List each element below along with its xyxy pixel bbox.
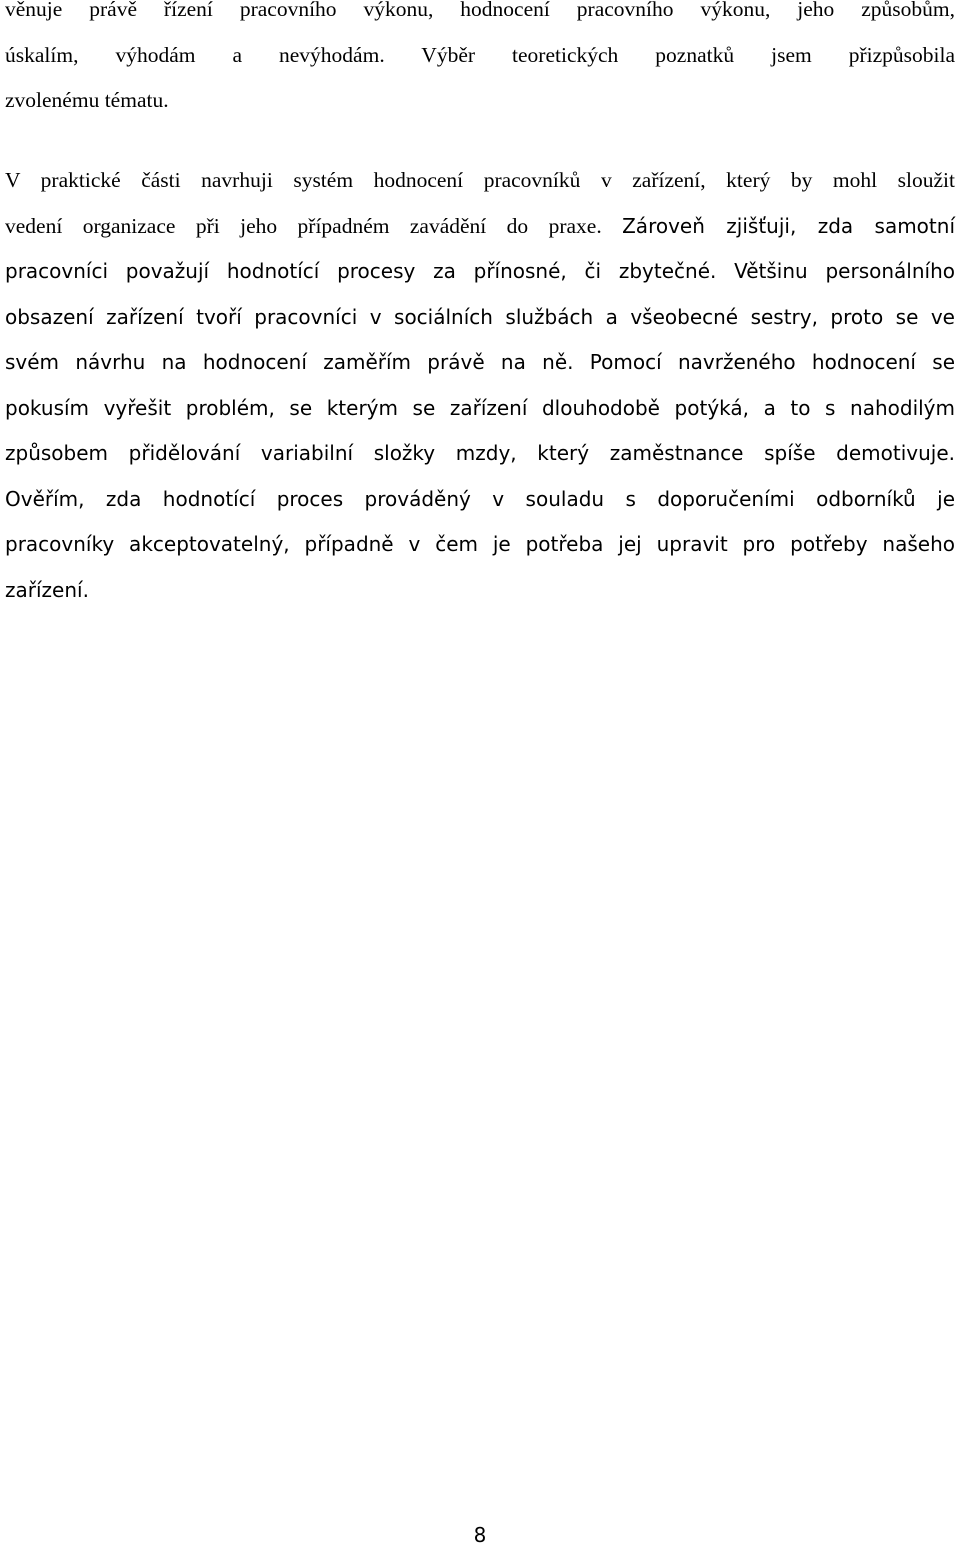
text-line	[5, 204, 955, 250]
text-line	[5, 568, 955, 614]
text-line	[5, 295, 955, 341]
text-segment: vedení organizace při jeho případném zavádění do praxe.	[5, 213, 623, 238]
text-segment: pracovníci považují hodnotící procesy za přínosné, či zbytečné.	[5, 259, 735, 283]
text-segment: svém návrhu na hodnocení zaměřím právě na ně.	[5, 350, 590, 374]
page-number: 8	[473, 1523, 487, 1547]
text-line: úskalím, výhodám a nevýhodám. Výběr teoretických poznatků jsem přizpůsobila	[5, 42, 955, 67]
text-segment: Většinu personálního	[734, 259, 955, 283]
text-line	[5, 340, 955, 386]
text-line	[5, 158, 955, 204]
text-line	[5, 477, 955, 523]
text-line	[5, 386, 955, 432]
text-segment: Ověřím, zda hodnotící proces prováděný v souladu s doporučeními odborníků je	[5, 486, 955, 511]
text-segment: pokusím vyřešit problém, se kterým se zařízení dlouhodobě potýká, a to s nahodilým	[5, 395, 955, 420]
text-segment: Pomocí navrženého hodnocení se	[589, 350, 956, 374]
text-line	[5, 249, 955, 295]
text-segment: obsazení zařízení tvoří pracovníci v sociálních službách a všeobecné sestry, proto se ve	[5, 304, 955, 329]
text-segment: zařízení.	[5, 577, 89, 602]
paragraph-practical-part	[5, 158, 955, 613]
text-line	[5, 431, 955, 477]
text-segment: Zároveň zjišťuji, zda samotní	[622, 213, 955, 238]
paragraph-intro	[5, 0, 955, 124]
text-segment: V praktické části navrhuji systém hodnocení pracovníků v zařízení, který by mohl sloužit	[5, 168, 955, 192]
text-line: věnuje právě řízení pracovního výkonu, hodnocení pracovního výkonu, jeho způsobům,	[5, 0, 955, 21]
text-segment: způsobem přidělování variabilní složky mzdy, který zaměstnance spíše demotivuje.	[5, 441, 955, 465]
text-line	[5, 522, 955, 568]
text-line: zvolenému tématu.	[5, 88, 169, 112]
text-segment: pracovníky akceptovatelný, případně v čem je potřeba jej upravit pro potřeby našeho	[5, 532, 955, 556]
